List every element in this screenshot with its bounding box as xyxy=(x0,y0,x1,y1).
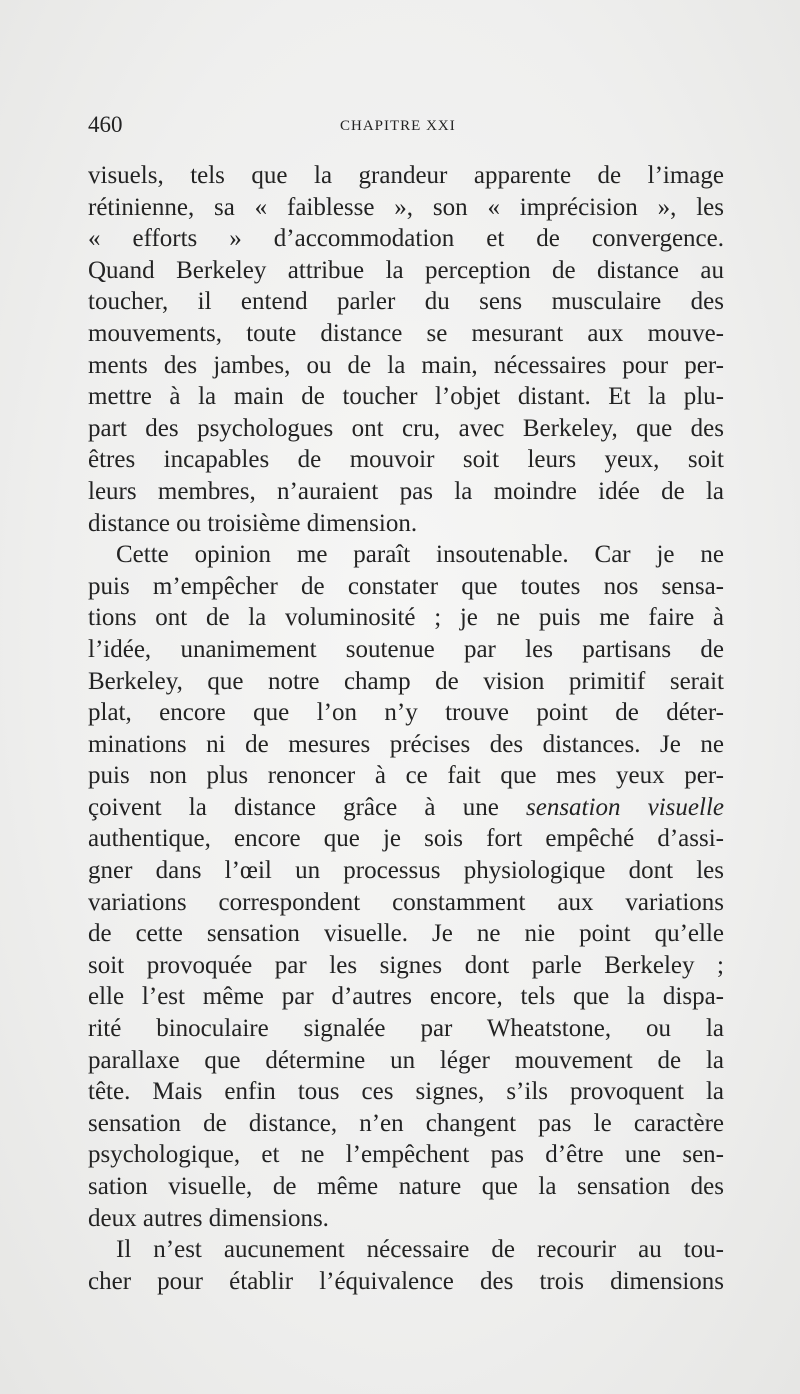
text-line: leurs membres, n’auraient pas la moindre idée de la xyxy=(88,477,724,505)
page-header xyxy=(88,112,728,142)
text-line: parallaxe que détermine un léger mouvement de la xyxy=(88,1046,724,1074)
text-line: de cette sensation visuelle. Je ne nie point qu’elle xyxy=(88,920,724,948)
text-line: rité binoculaire signalée par Wheatstone, ou la xyxy=(88,1015,724,1043)
text-line: sation visuelle, de même nature que la sensation des xyxy=(88,1173,724,1200)
paragraph-3 xyxy=(88,1234,724,1297)
text-line: tions ont de la voluminosité ; je ne puis me faire à xyxy=(88,604,724,632)
text-line: deux autres dimensions. xyxy=(88,1204,329,1232)
text-line: toucher, il entend parler du sens musculaire des xyxy=(88,288,724,316)
page-number: 460 xyxy=(88,112,123,137)
text-line: Cette opinion me paraît insoutenable. Car je ne xyxy=(116,541,724,569)
text-line: part des psychologues ont cru, avec Berkeley, que des xyxy=(88,414,724,442)
running-head: CHAPITRE XXI xyxy=(340,118,456,134)
text-line: tête. Mais enfin tous ces signes, s’ils provoquent la xyxy=(88,1078,724,1106)
text-line: rétinienne, sa « faiblesse », son « imprécision », les xyxy=(88,193,724,221)
text-line: « efforts » d’accommodation et de convergence. xyxy=(88,225,724,253)
text-line: Il n’est aucunement nécessaire de recourir au tou- xyxy=(116,1236,724,1264)
text-line: soit provoquée par les signes dont parle Berkeley ; xyxy=(88,951,724,979)
text-line: gner dans l’œil un processus physiologique dont les xyxy=(88,857,724,885)
paragraph-2 xyxy=(88,539,724,1234)
body-text xyxy=(88,160,724,1297)
text-line: l’idée, unanimement soutenue par les partisans de xyxy=(88,635,724,663)
text-line: authentique, encore que je sois fort empêché d’assi- xyxy=(88,825,724,853)
text-line: ments des jambes, ou de la main, nécessaires pour per- xyxy=(88,351,724,379)
text-line: Berkeley, que notre champ de vision primitif serait xyxy=(88,667,724,695)
text-line: minations ni de mesures précises des distances. Je ne xyxy=(88,730,724,758)
text-line: distance ou troisième dimension. xyxy=(88,509,418,537)
text-line: puis m’empêcher de constater que toutes nos sensa- xyxy=(88,572,724,600)
text-line: êtres incapables de mouvoir soit leurs yeux, soit xyxy=(88,446,724,474)
text-line: sensation de distance, n’en changent pas le caractère xyxy=(88,1109,724,1137)
text-line: cher pour établir l’équivalence des trois dimensions xyxy=(88,1267,724,1295)
text-line: variations correspondent constamment aux variations xyxy=(88,888,724,916)
text-line: elle l’est même par d’autres encore, tels que la dispa- xyxy=(88,983,724,1011)
text-line: psychologique, et ne l’empêchent pas d’être une sen- xyxy=(88,1141,724,1169)
text-fragment: çoivent la distance grâce à une xyxy=(88,793,526,821)
text-line: plat, encore que l’on n’y trouve point de déter- xyxy=(88,699,724,727)
text-line: visuels, tels que la grandeur apparente de l’image xyxy=(88,162,724,189)
text-line: puis non plus renoncer à ce fait que mes yeux per- xyxy=(88,762,724,790)
text-line: mouvements, toute distance se mesurant aux mouve- xyxy=(88,319,724,347)
italic-phrase: sensation visuelle xyxy=(526,793,724,821)
text-line: mettre à la main de toucher l’objet distant. Et la plu- xyxy=(88,383,724,411)
text-line: Quand Berkeley attribue la perception de distance au xyxy=(88,256,724,284)
text-line-with-italic xyxy=(88,792,724,824)
paragraph-1 xyxy=(88,160,724,539)
